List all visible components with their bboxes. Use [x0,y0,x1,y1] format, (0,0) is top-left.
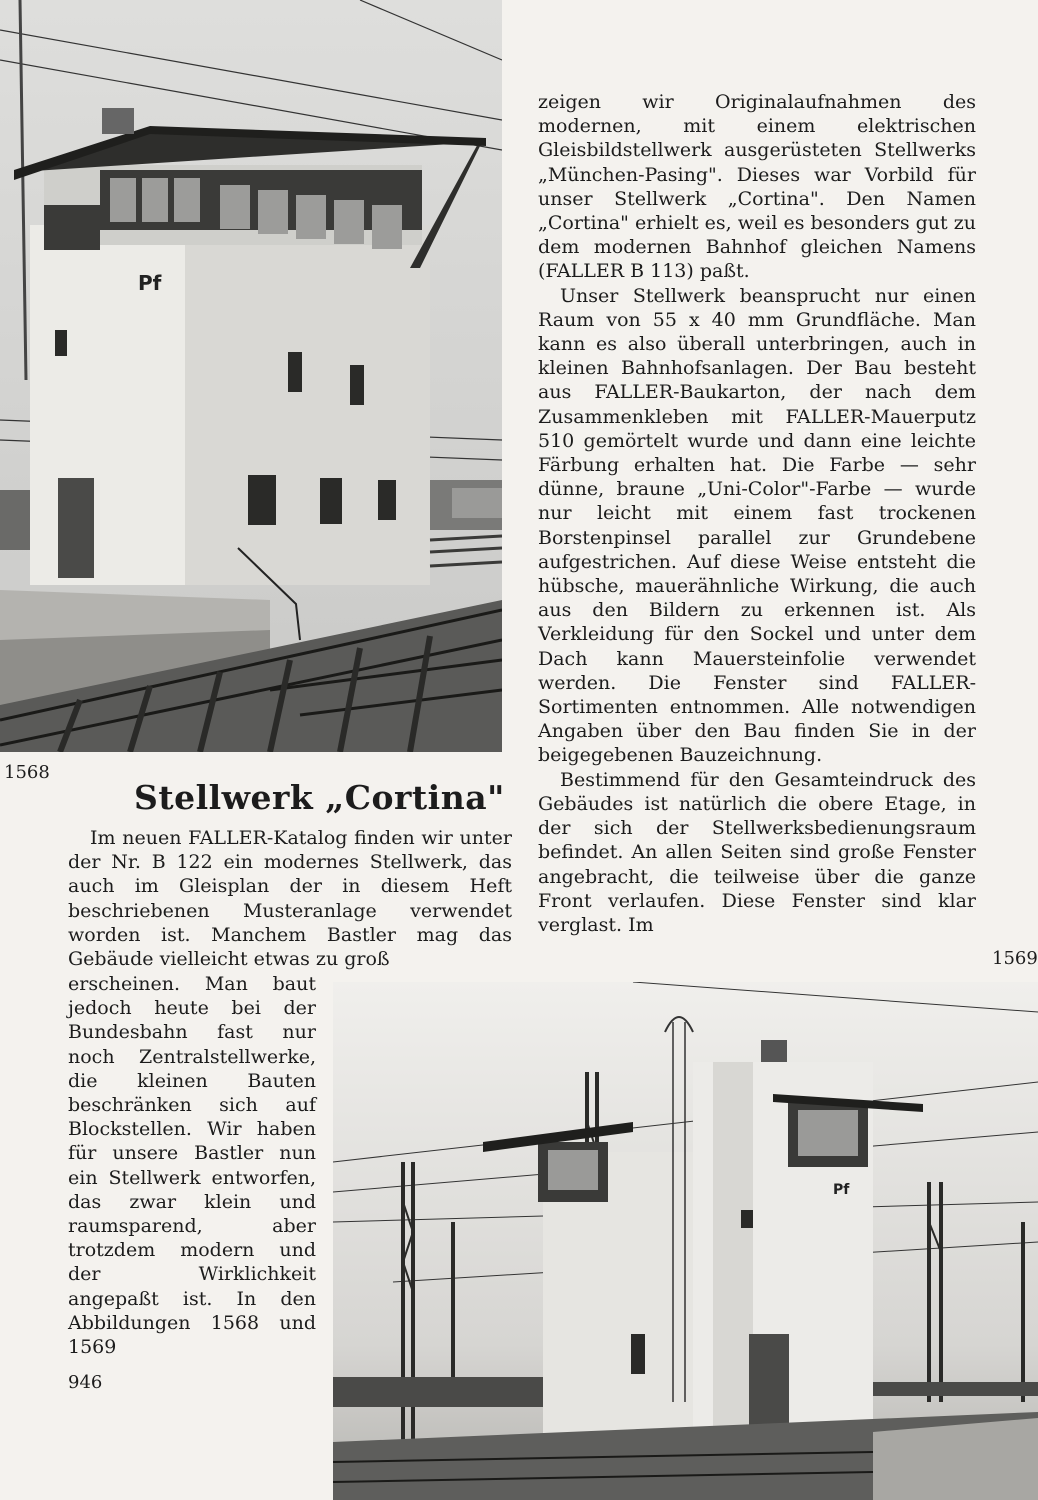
article-paragraph-3: Bestimmend für den Gesamteindruck des Gebäudes ist natürlich die obere Etage, in der sich der Stellwerksbedienungsraum befindet. An allen Seiten sind große Fenster angebracht, die teilweise über die ganze Front verlaufen. Diese Fenster sind klar verglast. Im [538,768,976,936]
photo-1568-sign-pf: Pf [138,271,162,295]
page-number: 946 [68,1372,103,1393]
article-paragraph-2: Unser Stellwerk beansprucht nur einen Raum von 55 x 40 mm Grundfläche. Man kann es also überall unterbringen, auch in kleinen Bahnhofsanlagen. Der Bau besteht aus FALLER-Baukarton, der nach dem Zusammenkleben mit FALLER-Mauerputz 510 gemörtelt wurde und dann eine leichte Färbung erhalten hat. Die Farbe — sehr dünne, braune „Uni-Color"-Farbe — wurde nur leicht mit einem fast trockenen Borstenpinsel parallel zur Grundebene aufgestrichen. Auf diese Weise entsteht die hübsche, mauerähnliche Wirkung, die auch aus den Bildern zu erkennen ist. Als Verkleidung für den Sockel und unter dem Dach kann Mauersteinfolie verwendet werden. Die Fenster sind FALLER-Sortimenten entnommen. Alle notwendigen Angaben über den Bau finden Sie in der beigegebenen Bauzeichnung. [538,284,976,767]
photo-stellwerk-1568 [0,0,502,752]
photo-1569-sign-pf: Pf [833,1182,850,1198]
figure-number-1569: 1569 [992,948,1038,969]
article-intro-paragraph: Im neuen FALLER-Katalog finden wir unter der Nr. B 122 ein modernes Stellwerk, das auch im Gleisplan der in diesem Heft beschriebenen Musteranlage verwendet worden ist. Manchem Bastler mag das Gebäude vielleicht etwas zu groß [68,827,512,971]
article-left-column-continued: erscheinen. Man baut jedoch heute bei der Bundesbahn fast nur noch Zentralstellwerke, die kleinen Bauten beschränken sich auf Blockstellen. Wir haben für unsere Bastler nun ein Stellwerk entworfen, das zwar klein und raumsparend, aber trotzdem modern und der Wirklichkeit angepaßt ist. In den Abbildungen 1568 und 1569 [68,973,316,1359]
figure-number-1568: 1568 [4,762,50,783]
photo-1568-drawing [0,0,502,752]
article-paragraph-1: zeigen wir Originalaufnahmen des modernen, mit einem elektrischen Gleisbildstellwerk ausgerüsteten Stellwerks „München-Pasing". Dieses war Vorbild für unser Stellwerk „Cortina". Den Namen „Cortina" erhielt es, weil es besonders gut zu dem modernen Bahnhof gleichen Namens (FALLER B 113) paßt. [538,91,976,283]
article-right-column [538,90,976,937]
article-title: Stellwerk „Cortina" [134,778,505,817]
photo-stellwerk-1569 [333,982,1038,1500]
photo-1569-drawing [333,982,1038,1500]
